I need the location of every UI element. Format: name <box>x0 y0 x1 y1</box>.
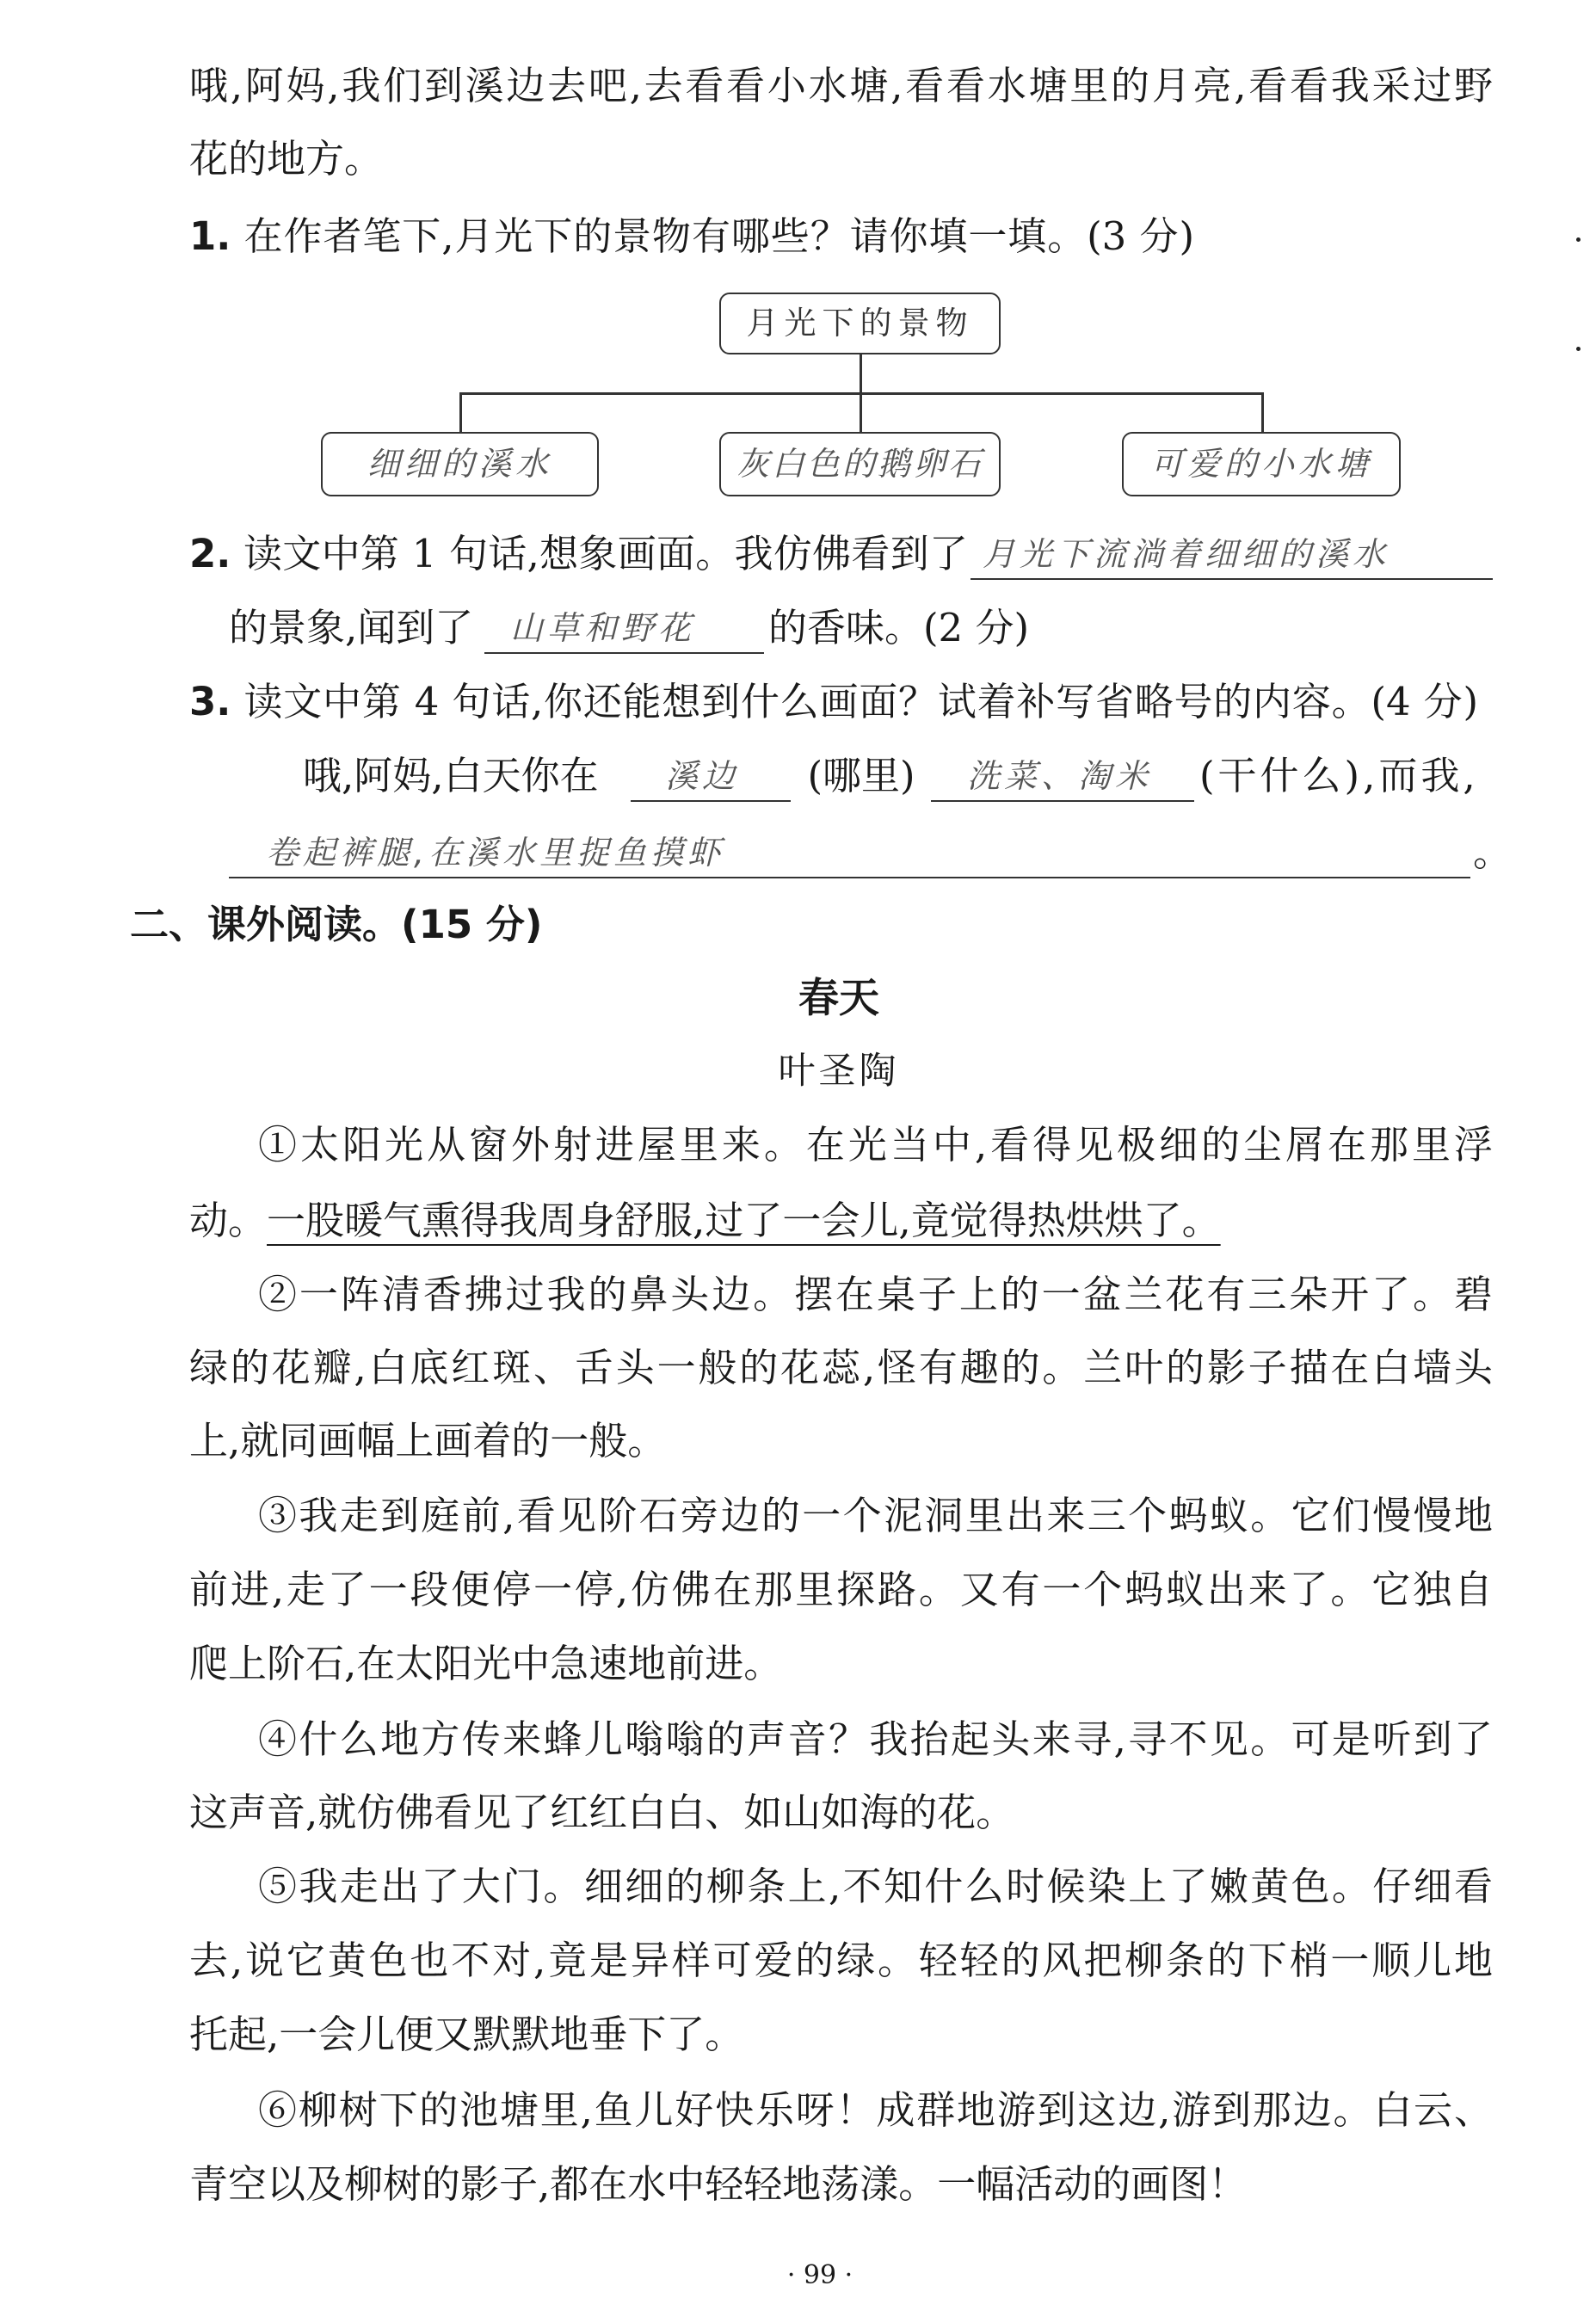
question-text: 在作者笔下,月光下的景物有哪些？请你填一填。(3 分) <box>243 213 1194 259</box>
diagram-answer: 可爱的小水塘 <box>1149 445 1372 483</box>
answer-blank <box>931 750 1194 802</box>
answer-blank <box>229 827 1470 878</box>
paragraph-line <box>189 1195 1480 1247</box>
diagram-connector <box>459 393 462 432</box>
answer-blank <box>971 528 1493 580</box>
paragraph-line: 这声音,就仿佛看见了红红白白、如山如海的花。 <box>189 1790 1015 1835</box>
diagram-branch-line <box>459 392 1264 395</box>
question-number: 3. <box>189 679 231 724</box>
question-text: 的香味。(2 分) <box>768 605 1030 650</box>
fill-hint: (哪里) <box>807 753 915 798</box>
question-1 <box>189 211 1194 262</box>
question-text: 读文中第 1 句话,想象画面。我仿佛看到了 <box>243 531 968 576</box>
paragraph-line: 爬上阶石,在太阳光中急速地前进。 <box>189 1641 783 1686</box>
article-author: 叶圣陶 <box>778 1050 900 1093</box>
handwritten-answer: 溪边 <box>665 757 740 795</box>
diagram-root-box <box>719 293 1001 354</box>
paragraph-line: 去,说它黄色也不对,竟是异样可爱的绿。轻轻的风把柳条的下梢一顺儿地 <box>189 1938 1493 1983</box>
passage-line: 哦,阿妈,我们到溪边去吧,去看看小水塘,看看水塘里的月亮,看看我采过野 <box>189 63 1493 108</box>
diagram-connector <box>1261 393 1264 432</box>
question-number: 2. <box>189 531 231 576</box>
scan-mark <box>1576 237 1581 242</box>
question-text: 的景象,闻到了 <box>229 605 474 650</box>
diagram-answer-box <box>719 432 1001 496</box>
diagram-connector <box>860 393 862 432</box>
answer-blank <box>484 602 764 654</box>
end-mark: 。 <box>1473 829 1512 875</box>
question-number: 1. <box>189 213 231 259</box>
paragraph-line: 前进,走了一段便停一停,仿佛在那里探路。又有一个蚂蚁出来了。它独自 <box>189 1567 1493 1612</box>
scan-mark <box>1576 347 1581 351</box>
answer-blank <box>631 750 791 802</box>
paragraph-line: ⑤我走出了大门。细细的柳条上,不知什么时候染上了嫩黄色。仔细看 <box>258 1864 1493 1909</box>
paragraph-line: ①太阳光从窗外射进屋里来。在光当中,看得见极细的尘屑在那里浮 <box>258 1122 1493 1168</box>
fill-hint: (干什么),而我, <box>1199 753 1479 798</box>
paragraph-line: 托起,一会儿便又默默地垂下了。 <box>189 2012 744 2057</box>
diagram-answer-box <box>1122 432 1401 496</box>
diagram-answer: 细细的溪水 <box>367 445 552 483</box>
diagram-connector <box>860 354 862 393</box>
paragraph-line: 青空以及柳树的影子,都在水中轻轻地荡漾。一幅活动的画图！ <box>189 2161 1248 2207</box>
paragraph-line: 绿的花瓣,白底红斑、舌头一般的花蕊,怪有趣的。兰叶的影子描在白墙头 <box>189 1345 1493 1390</box>
paragraph-line: ④什么地方传来蜂儿嗡嗡的声音？我抬起头来寻,寻不见。可是听到了 <box>258 1716 1493 1762</box>
fill-text: 哦,阿妈,白天你在 <box>303 753 599 798</box>
paragraph-line: ⑥柳树下的池塘里,鱼儿好快乐呀！成群地游到这边,游到那边。白云、 <box>258 2087 1493 2133</box>
diagram-root-label: 月光下的景物 <box>746 305 974 342</box>
underlined-sentence: 一股暖气熏得我周身舒服,过了一会儿,竟觉得热烘烘了。 <box>267 1198 1221 1243</box>
paragraph-text: 动。 <box>189 1198 268 1243</box>
question-3 <box>189 676 1478 728</box>
question-2 <box>189 528 968 580</box>
article-title: 春天 <box>798 975 879 1022</box>
page-number: · 99 · <box>786 2260 853 2290</box>
handwritten-answer: 卷起裤腿,在溪水里捉鱼摸虾 <box>266 834 725 872</box>
handwritten-answer: 洗菜、淘米 <box>967 757 1153 795</box>
paragraph-line: ③我走到庭前,看见阶石旁边的一个泥洞里出来三个蚂蚁。它们慢慢地 <box>258 1493 1493 1538</box>
handwritten-answer: 月光下流淌着细细的溪水 <box>983 535 1390 573</box>
diagram-answer: 灰白色的鹅卵石 <box>736 445 983 483</box>
question-text: 读文中第 4 句话,你还能想到什么画面？试着补写省略号的内容。(4 分) <box>243 679 1478 724</box>
section-heading: 二、课外阅读。(15 分) <box>130 902 543 947</box>
handwritten-answer: 山草和野花 <box>510 609 696 647</box>
diagram-answer-box <box>321 432 599 496</box>
paragraph-line: 上,就同画幅上画着的一般。 <box>189 1418 667 1463</box>
paragraph-line: ②一阵清香拂过我的鼻头边。摆在桌子上的一盆兰花有三朵开了。碧 <box>258 1272 1493 1317</box>
passage-line: 花的地方。 <box>189 136 384 182</box>
